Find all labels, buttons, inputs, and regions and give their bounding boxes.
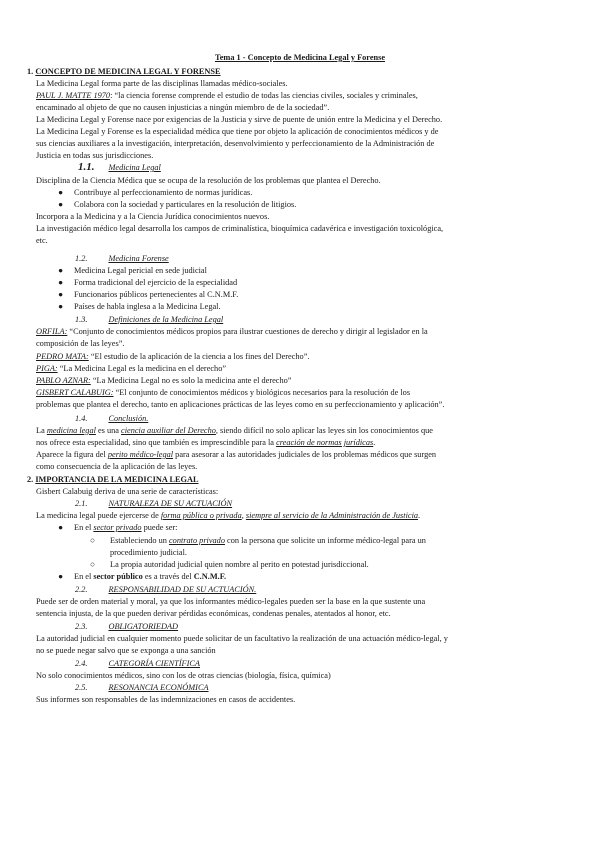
- list-item-text: Medicina Legal pericial en sede judicial: [74, 266, 207, 275]
- subsection-number: 2.1.: [75, 499, 88, 508]
- list-item: [58, 187, 252, 199]
- subsection-number: 2.2.: [75, 585, 88, 594]
- subsection-number: 1.3.: [75, 315, 88, 324]
- text: La medicina legal puede ejercerse de: [36, 511, 161, 520]
- section-2-heading: [27, 474, 199, 486]
- subsection-number: 1.2.: [75, 254, 88, 263]
- emphasis: medicina legal: [46, 426, 96, 435]
- text: En el: [74, 523, 94, 532]
- bullet-icon: ●: [58, 523, 64, 532]
- emphasis: ciencia auxiliar del Derecho: [121, 426, 216, 435]
- subsection-2-5-heading: [75, 682, 209, 694]
- paragraph: no se puede negar salvo que se exponga a una sanción: [36, 646, 216, 655]
- definition-pablo-aznar: [36, 375, 291, 387]
- text: nos ofrece esta especialidad, sino que también es imprescindible para la: [36, 438, 277, 447]
- paragraph: sus ciencias auxiliares a la investigación, interpretación, desenvolvimiento y perfeccionamiento de la Administración de: [36, 139, 435, 148]
- list-item-text: Colabora con la sociedad y particulares en la resolución de litigios.: [74, 200, 297, 209]
- subsection-number: 2.3.: [75, 622, 88, 631]
- bullet-icon: ●: [58, 188, 64, 197]
- author-name: PAUL J. MATTE 1970: [36, 91, 111, 100]
- section-heading-text: IMPORTANCIA DE LA MEDICINA LEGAL: [35, 475, 199, 484]
- list-item-text: Contribuye al perfeccionamiento de normas jurídicas.: [74, 188, 253, 197]
- list-item-text: [70, 523, 177, 532]
- subsection-title: RESPONSABILIDAD DE SU ACTUACIÓN.: [108, 585, 257, 594]
- document-title: Tema 1 - Concepto de Medicina Legal y Forense: [214, 53, 386, 62]
- subsection-2-4-heading: [75, 658, 200, 670]
- definition-orfila: [36, 326, 428, 338]
- conclusion-line: [36, 449, 436, 461]
- list-item: [58, 265, 207, 277]
- text: para asesorar a las autoridades judiciales de los problemas médicos que surgen: [173, 450, 437, 459]
- list-item: [58, 277, 237, 289]
- subsection-number: 2.4.: [75, 659, 88, 668]
- text: con la persona que solicite un informe médico-legal para un: [224, 536, 426, 545]
- subsection-title: Conclusión.: [108, 414, 149, 423]
- author-name: GISBERT CALABUIG:: [36, 388, 114, 397]
- definition-gisbert: [36, 387, 410, 399]
- bullet-icon: ●: [58, 200, 64, 209]
- quote-matte: [36, 90, 418, 102]
- paragraph: Justicia en todas sus jurisdicciones.: [36, 151, 154, 160]
- circle-bullet-icon: ○: [90, 536, 96, 545]
- definition-text: “La Medicina Legal no es solo la medicina ante el derecho”: [90, 376, 292, 385]
- text: .: [418, 511, 421, 520]
- subsection-number: 1.4.: [75, 414, 88, 423]
- emphasis: contrato privado: [168, 536, 225, 545]
- list-item-text: Funcionarios públicos pertenecientes al C.N.M.F.: [74, 290, 239, 299]
- list-item: [58, 522, 177, 534]
- list-item-text: [102, 536, 426, 545]
- paragraph: sentencia injusta, de la que pueden derivar pérdidas económicas, condenas penales, atentados al honor, etc.: [36, 609, 391, 618]
- list-item-text: [70, 572, 226, 581]
- emphasis: perito médico-legal: [107, 450, 174, 459]
- subsection-1-3-heading: [75, 314, 223, 326]
- conclusion-line: [36, 437, 375, 449]
- definition-pedro-mata: [36, 351, 309, 363]
- list-item-text: La propia autoridad judicial quien nombre al perito en potestad jurisdiccional.: [110, 560, 369, 569]
- emphasis: creación de normas jurídicas: [276, 438, 374, 447]
- emphasis: sector privado: [93, 523, 142, 532]
- definition-continuation: problemas que plantea el derecho, tanto en aplicaciones prácticas de las leyes como en su perfeccionamiento y aplicación”.: [36, 400, 445, 409]
- paragraph: La autoridad judicial en cualquier momento puede solicitar de un facultativo la realización de una actuación médico-legal, y: [36, 634, 448, 643]
- author-name: PEDRO MATA:: [36, 352, 89, 361]
- list-item: [58, 199, 296, 211]
- paragraph: La Medicina Legal y Forense es la especialidad médica que tiene por objeto la aplicación de conocimientos médicos y de: [36, 127, 439, 136]
- list-item: [58, 289, 238, 301]
- bullet-icon: ●: [58, 572, 64, 581]
- emphasis: siempre al servicio de la Administración de Justicia: [245, 511, 419, 520]
- text: En el: [74, 572, 94, 581]
- conclusion-line: como consecuencia de la aplicación de las leyes.: [36, 462, 198, 471]
- section-heading-text: CONCEPTO DE MEDICINA LEGAL Y FORENSE: [35, 67, 221, 76]
- emphasis: sector público: [93, 572, 143, 581]
- subsection-1-1-heading: [78, 162, 161, 174]
- paragraph: La Medicina Legal forma parte de las disciplinas llamadas médico-sociales.: [36, 79, 288, 88]
- subsection-title: Medicina Legal: [108, 163, 161, 172]
- paragraph: Disciplina de la Ciencia Médica que se ocupa de la resolución de los problemas que plantea el Derecho.: [36, 176, 381, 185]
- list-item-text: Forma tradicional del ejercicio de la especialidad: [74, 278, 238, 287]
- subsection-2-2-heading: [75, 584, 256, 596]
- subsection-2-1-heading: [75, 498, 232, 510]
- paragraph: etc.: [36, 236, 48, 245]
- paragraph: Sus informes son responsables de las indemnizaciones en casos de accidentes.: [36, 695, 296, 704]
- paragraph: Puede ser de orden material y moral, ya que los informantes médico-legales pueden ser la base en la que sustente una: [36, 597, 426, 606]
- subsection-title: NATURALEZA DE SU ACTUACIÓN: [108, 499, 233, 508]
- emphasis: C.N.M.F.: [193, 572, 227, 581]
- author-name: PABLO AZNAR:: [36, 376, 91, 385]
- subsection-title: OBLIGATORIEDAD: [108, 622, 179, 631]
- list-item-text: Países de habla inglesa a la Medicina Legal.: [74, 302, 221, 311]
- bullet-icon: ●: [58, 266, 64, 275]
- definition-text: “El estudio de la aplicación de la ciencia a los fines del Derecho”.: [88, 352, 310, 361]
- definition-text: “Conjunto de conocimientos médicos propios para ilustrar cuestiones de derecho y dirigir al legislador en la: [67, 327, 428, 336]
- text: .: [373, 438, 376, 447]
- nested-list-item-continuation: procedimiento judicial.: [110, 548, 187, 557]
- text: es una: [95, 426, 122, 435]
- subsection-title: Medicina Forense: [108, 254, 169, 263]
- subsection-title: RESONANCIA ECONÓMICA: [108, 683, 209, 692]
- subsection-1-2-heading: [75, 253, 169, 265]
- subsection-title: CATEGORÍA CIENTÍFICA: [108, 659, 200, 668]
- text: puede ser:: [141, 523, 178, 532]
- text: Estableciendo un: [110, 536, 169, 545]
- author-name: ORFILA:: [36, 327, 68, 336]
- definition-text: “La Medicina Legal es la medicina en el derecho”: [57, 364, 227, 373]
- paragraph: Gisbert Calabuig deriva de una serie de características:: [36, 487, 219, 496]
- subsection-1-4-heading: [75, 413, 148, 425]
- section-number: 1.: [27, 67, 34, 76]
- text: Aparece la figura del: [36, 450, 108, 459]
- definition-piga: [36, 363, 226, 375]
- section-1-heading: [27, 66, 221, 78]
- text: ,: [241, 511, 246, 520]
- paragraph: [36, 510, 420, 522]
- paragraph: Incorpora a la Medicina y a la Ciencia Jurídica conocimientos nuevos.: [36, 212, 270, 221]
- section-number: 2.: [27, 475, 34, 484]
- author-name: PIGA:: [36, 364, 58, 373]
- subsection-title: Definiciones de la Medicina Legal: [108, 315, 224, 324]
- emphasis: forma pública o privada: [160, 511, 242, 520]
- paragraph: La Medicina Legal y Forense nace por exigencias de la Justicia y sirve de puente de unión entre la Medicina y el Derecho.: [36, 115, 443, 124]
- bullet-icon: ●: [58, 278, 64, 287]
- paragraph: La investigación médico legal desarrolla los campos de criminalística, bioquímica cadavérica e investigación toxicológica,: [36, 224, 444, 233]
- bullet-icon: ●: [58, 290, 64, 299]
- subsection-number: 1.1.: [78, 161, 95, 173]
- list-item: [58, 571, 226, 583]
- definition-continuation: composición de las leyes”.: [36, 339, 125, 348]
- paragraph: No solo conocimientos médicos, sino con los de otras ciencias (biología, física, química): [36, 671, 331, 680]
- list-item: [58, 301, 221, 313]
- subsection-number: 2.5.: [75, 683, 88, 692]
- bullet-icon: ●: [58, 302, 64, 311]
- quote-continuation: encaminado al objeto de que no causen injusticias a ningún miembro de de la sociedad”.: [36, 103, 330, 112]
- nested-list-item: [90, 535, 426, 547]
- circle-bullet-icon: ○: [90, 560, 96, 569]
- conclusion-line: [36, 425, 433, 437]
- text: es a través del: [142, 572, 194, 581]
- subsection-2-3-heading: [75, 621, 178, 633]
- text: La: [36, 426, 47, 435]
- quote-text: : “la ciencia forense comprende el estudio de todas las ciencias civiles, sociales y criminales,: [110, 91, 418, 100]
- nested-list-item: [90, 559, 369, 571]
- text: , siendo difícil no solo aplicar las leyes sin los conocimientos que: [215, 426, 433, 435]
- definition-text: “El conjunto de conocimientos médicos y biológicos necesarios para la resolución de los: [113, 388, 411, 397]
